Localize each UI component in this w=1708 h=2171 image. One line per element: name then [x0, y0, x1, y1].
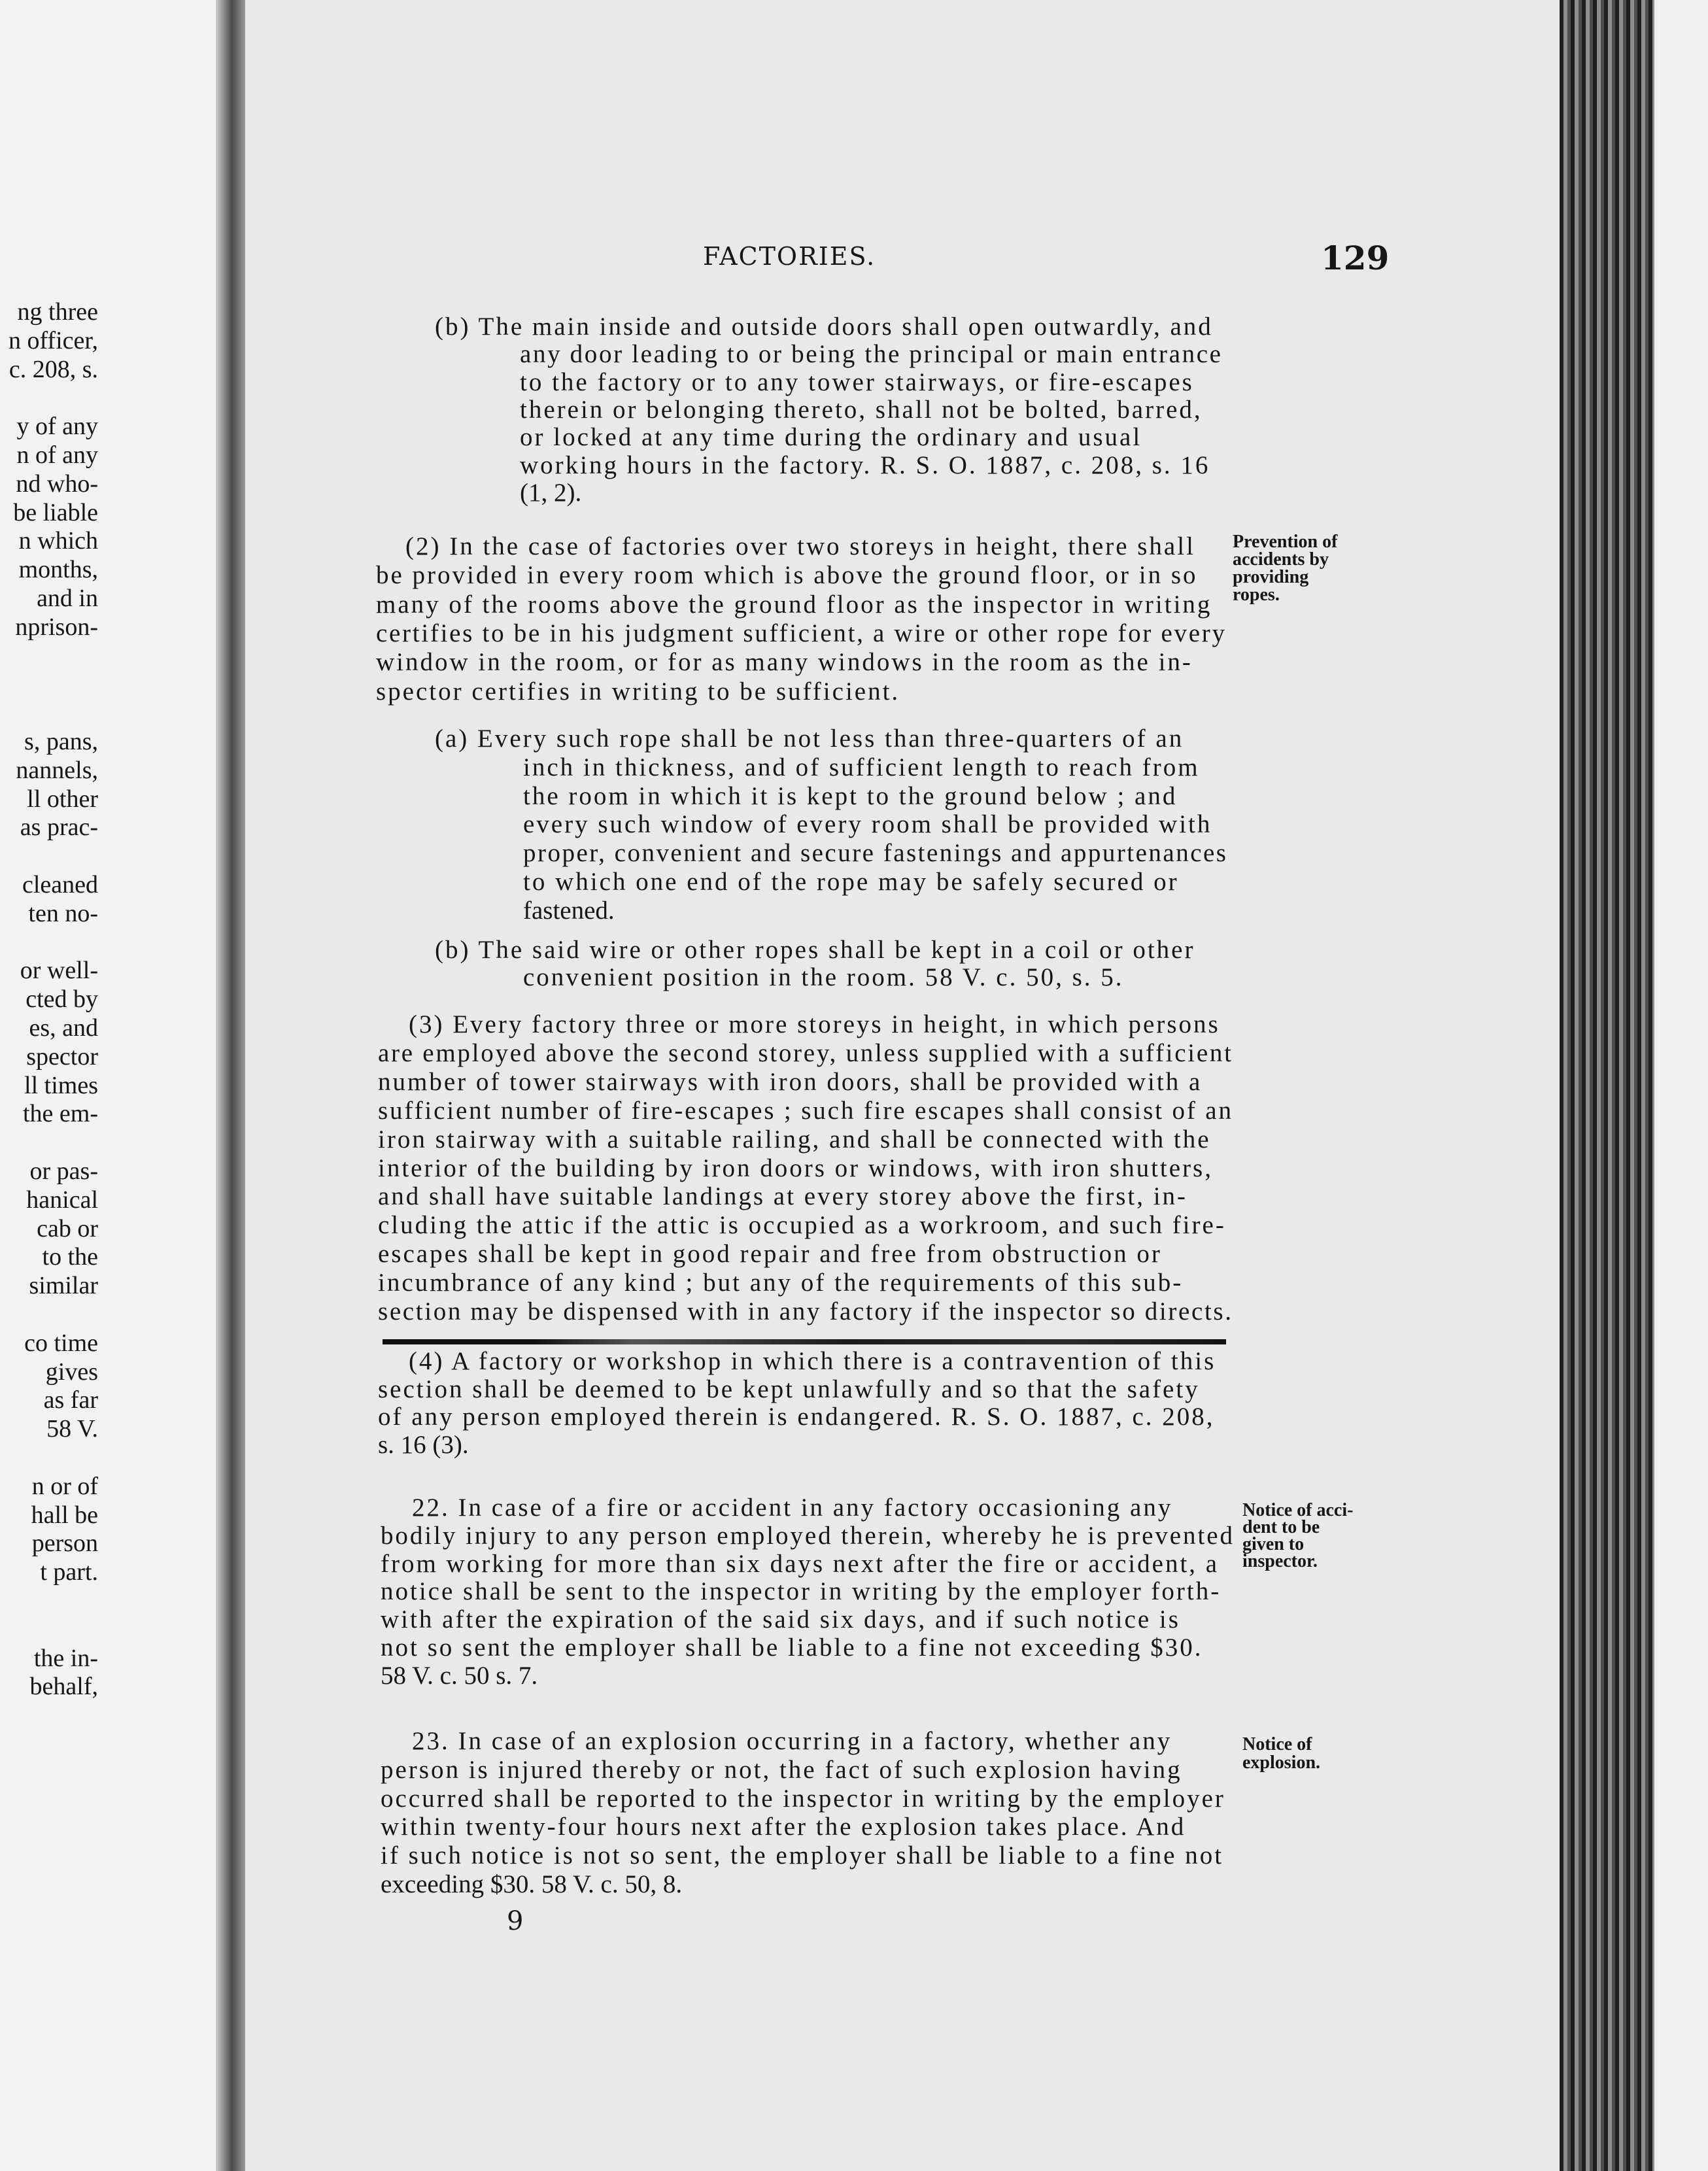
left-page-fragment: be liable	[13, 498, 98, 526]
body-line: interior of the building by iron doors or windows, with iron shutters,	[378, 1154, 1213, 1182]
body-line: notice shall be sent to the inspector in writing by the employer forth-	[381, 1577, 1221, 1606]
left-page-fragment: n or of	[31, 1472, 98, 1500]
left-page-fragment: hall be	[31, 1501, 98, 1529]
left-page-fragment: cleaned	[22, 871, 98, 898]
body-line: and shall have suitable landings at every storey above the first, in-	[378, 1182, 1188, 1211]
body-line: of any person employed therein is endangered. R. S. O. 1887, c. 208,	[378, 1403, 1215, 1431]
body-line: if such notice is not so sent, the employer shall be liable to a fine not	[381, 1841, 1224, 1870]
body-line: are employed above the second storey, unless supplied with a sufficient	[378, 1038, 1233, 1067]
body-line: 58 V. c. 50 s. 7.	[381, 1661, 538, 1690]
left-page-fragment: ten no-	[28, 899, 98, 927]
left-page-fragment: nannels,	[16, 756, 98, 784]
body-line: from working for more than six days next after the fire or accident, a	[381, 1549, 1220, 1578]
left-page-fragment: nd who-	[16, 470, 98, 498]
body-line: many of the rooms above the ground floor as the inspector in writing	[376, 590, 1212, 619]
body-line: proper, convenient and secure fastenings and appurtenances	[523, 839, 1228, 868]
body-line: with after the expiration of the said six days, and if such notice is	[381, 1605, 1180, 1634]
body-line: exceeding $30. 58 V. c. 50, 8.	[381, 1870, 683, 1898]
body-line: section shall be deemed to be kept unlawfully and so that the safety	[378, 1375, 1200, 1403]
margin-note-line: ropes.	[1233, 585, 1280, 605]
body-line: iron stairway with a suitable railing, and shall be connected with the	[378, 1125, 1211, 1154]
left-page-fragment: behalf,	[29, 1673, 98, 1701]
left-page-fragment: y of any	[16, 413, 98, 441]
left-page-fragment: similar	[29, 1272, 98, 1300]
body-line: fastened.	[523, 896, 615, 925]
margin-note-line: inspector.	[1242, 1551, 1318, 1571]
body-line: s. 16 (3).	[378, 1431, 469, 1460]
left-page-fragment: 58 V.	[46, 1415, 98, 1443]
body-line: (b) The main inside and outside doors shall open outwardly, and	[435, 313, 1213, 341]
left-page-fragment: the em-	[22, 1100, 98, 1128]
body-line: bodily injury to any person employed therein, whereby he is prevented	[381, 1521, 1235, 1550]
margin-note-line: given to	[1242, 1534, 1305, 1554]
body-line: not so sent the employer shall be liable to a fine not exceeding $30.	[381, 1633, 1203, 1662]
body-line: (3) Every factory three or more storeys in height, in which persons	[409, 1010, 1220, 1038]
left-page-fragment: as far	[43, 1386, 98, 1414]
body-line: the room in which it is kept to the ground below ; and	[523, 781, 1178, 810]
left-page-fragment: or pas-	[29, 1157, 98, 1185]
book-gutter	[216, 0, 245, 2171]
margin-note-line: Prevention of	[1233, 532, 1338, 552]
body-line: to the factory or to any tower stairways, or fire-escapes	[520, 368, 1194, 396]
left-page-fragment: gives	[45, 1358, 98, 1386]
body-line: person is injured thereby or not, the fact of such explosion having	[381, 1755, 1182, 1784]
body-line: sufficient number of fire-escapes ; such fire escapes shall consist of an	[378, 1096, 1233, 1125]
body-line: escapes shall be kept in good repair and free from obstruction or	[378, 1240, 1162, 1269]
left-page-fragment: co time	[24, 1329, 98, 1357]
left-page-fragment: s, pans,	[24, 728, 98, 755]
left-page-fragment: c. 208, s.	[9, 355, 98, 383]
body-line: working hours in the factory. R. S. O. 1887, c. 208, s. 16	[520, 451, 1210, 479]
body-line: to which one end of the rope may be safely secured or	[523, 868, 1179, 896]
page-number: 129	[1321, 239, 1390, 277]
left-page-fragment: spector	[26, 1042, 98, 1070]
body-line: (2) In the case of factories over two storeys in height, there shall	[405, 532, 1195, 560]
body-line: 22. In case of a fire or accident in any factory occasioning any	[412, 1494, 1173, 1522]
body-line: any door leading to or being the principal or main entrance	[520, 340, 1223, 369]
margin-note-line: Notice of acci-	[1242, 1500, 1354, 1520]
body-line: within twenty-four hours next after the explosion takes place. And	[381, 1813, 1186, 1841]
left-page-fragment: t part.	[40, 1558, 98, 1586]
left-page-fragment: months,	[18, 556, 98, 584]
body-line: every such window of every room shall be provided with	[523, 810, 1212, 839]
body-line: (a) Every such rope shall be not less than three-quarters of an	[435, 725, 1184, 753]
body-line: 23. In case of an explosion occurring in a factory, whether any	[412, 1727, 1172, 1755]
margin-note-line: explosion.	[1242, 1752, 1321, 1773]
body-line: (1, 2).	[520, 478, 582, 507]
body-line: number of tower stairways with iron doors, shall be provided with a	[378, 1067, 1203, 1096]
left-page-fragment: or well-	[20, 957, 98, 985]
body-line: convenient position in the room. 58 V. c. 50, s. 5.	[523, 963, 1124, 991]
left-page-fragment: the in-	[33, 1644, 98, 1672]
running-header: FACTORIES.	[703, 242, 876, 271]
body-line: (b) The said wire or other ropes shall be kept in a coil or other	[435, 936, 1195, 964]
body-line: be provided in every room which is above the ground floor, or in so	[376, 561, 1198, 590]
body-line: window in the room, or for as many windows in the room as the in-	[376, 648, 1193, 677]
margin-note-line: Notice of	[1242, 1734, 1312, 1754]
left-page-fragment: to the	[42, 1243, 98, 1271]
body-line: certifies to be in his judgment sufficient, a wire or other rope for every	[376, 619, 1227, 647]
left-page-fragment: n of any	[16, 441, 98, 469]
body-line: spector certifies in writing to be sufficient.	[376, 677, 900, 706]
left-page-fragment: cted by	[26, 985, 98, 1014]
left-page-fragment: ll other	[27, 785, 98, 813]
left-page-fragment: and in	[37, 585, 98, 612]
body-line: inch in thickness, and of sufficient length to reach from	[523, 753, 1200, 781]
left-page-fragment: as prac-	[20, 813, 98, 842]
body-line: (4) A factory or workshop in which there is a contravention of this	[409, 1347, 1216, 1375]
left-page-fragment: ll times	[24, 1071, 98, 1099]
left-page-fragment: person	[31, 1530, 98, 1558]
body-line: therein or belonging thereto, shall not be bolted, barred,	[520, 395, 1203, 424]
body-line: incumbrance of any kind ; but any of the requirements of this sub-	[378, 1269, 1184, 1297]
divider-rule	[383, 1339, 1226, 1344]
body-line: or locked at any time during the ordinary and usual	[520, 423, 1142, 452]
left-page-fragment: hanical	[26, 1186, 98, 1214]
background-right	[1654, 0, 1708, 2171]
left-page-fragment: ng three	[17, 298, 98, 326]
left-page-fragment: es, and	[29, 1014, 98, 1042]
signature-mark: 9	[507, 1906, 524, 1936]
left-page-fragment: cab or	[37, 1214, 98, 1242]
margin-note-line: accidents by	[1233, 549, 1329, 570]
body-line: section may be dispensed with in any factory if the inspector so directs.	[378, 1297, 1233, 1325]
margin-note-line: dent to be	[1242, 1517, 1320, 1537]
body-line: occurred shall be reported to the inspector in writing by the employer	[381, 1784, 1225, 1813]
body-line: cluding the attic if the attic is occupied as a workroom, and such fire-	[378, 1211, 1226, 1240]
left-page-fragment: n officer,	[8, 326, 98, 354]
margin-note-line: providing	[1233, 567, 1309, 587]
left-page-fragment: n which	[18, 527, 98, 555]
left-page-fragment: nprison-	[15, 613, 98, 641]
